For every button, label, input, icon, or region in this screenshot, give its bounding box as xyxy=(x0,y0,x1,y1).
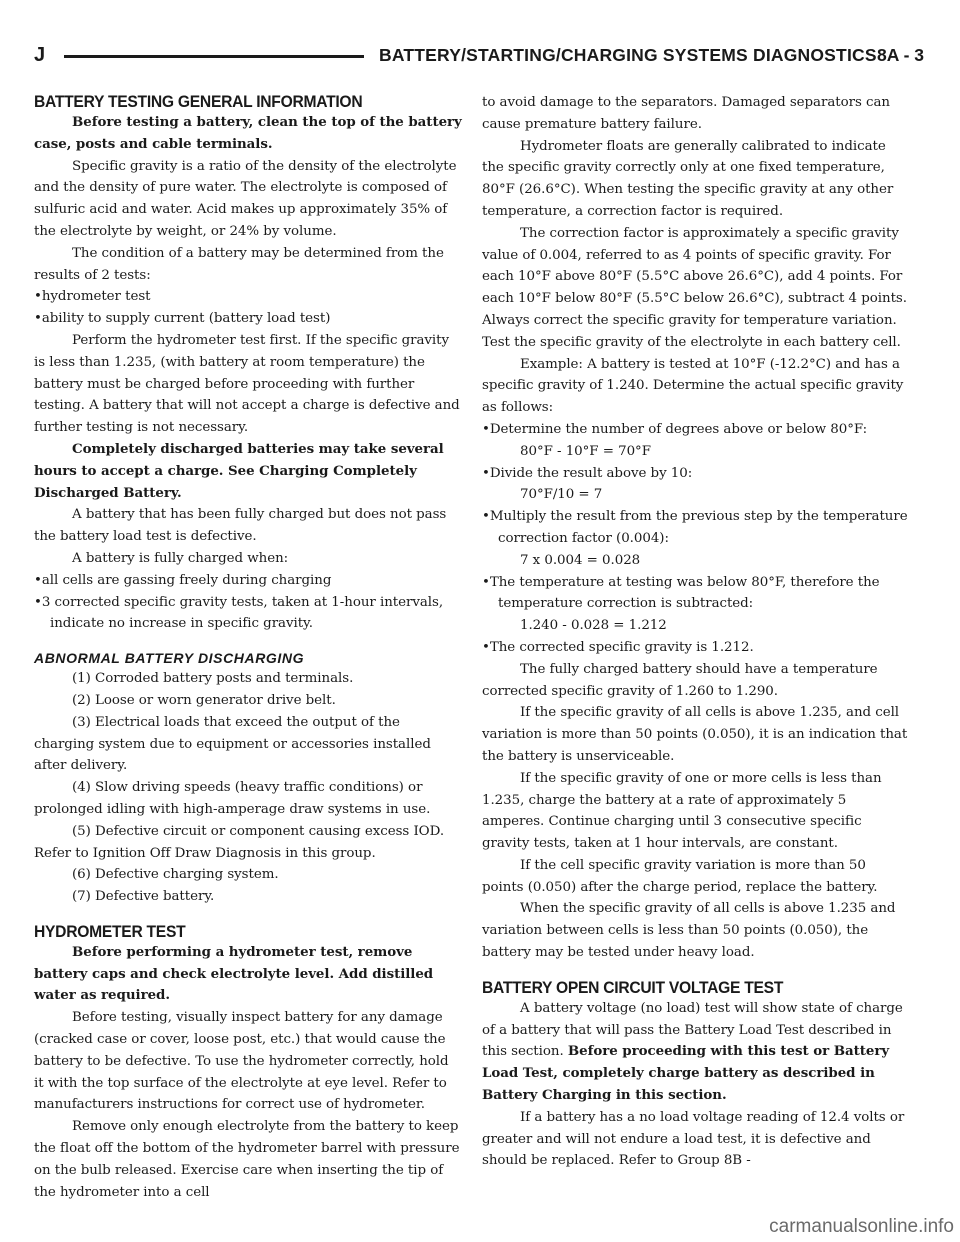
left-column xyxy=(34,92,462,1203)
list-item: (7) Defective battery. xyxy=(72,889,215,905)
bold-text: Before testing a battery, clean the top of the battery case, posts and cable terminals. xyxy=(34,114,462,152)
bullet-item: •Multiply the result from the previous step by the temperature correction factor (0.004): xyxy=(482,509,908,546)
paragraph: The fully charged battery should have a temperature corrected specific gravity of 1.260 to 1.290. xyxy=(482,661,878,699)
watermark-link[interactable]: carmanualsonline.info xyxy=(769,1216,954,1237)
bold-text: Completely discharged batteries may take several hours to accept a charge. See Charging Completely Discharged Battery. xyxy=(34,440,444,501)
section-heading-general-info: BATTERY TESTING GENERAL INFORMATION xyxy=(34,92,363,111)
list-item: (4) Slow driving speeds (heavy traffic conditions) or prolonged idling with high-amperage draw systems in use. xyxy=(34,780,431,817)
paragraph: The condition of a battery may be determined from the results of 2 tests: xyxy=(34,245,444,283)
list-item: (5) Defective circuit or component causing excess IOD. Refer to Ignition Off Draw Diagnosis in this group. xyxy=(34,823,445,861)
bullet-item: •Divide the result above by 10: xyxy=(482,465,693,481)
paragraph: Specific gravity is a ratio of the density of the electrolyte and the density of pure water. The electrolyte is composed of sulfuric acid and water. Acid makes up approximately 35% of the electrolyte by weight, or 24% by volume. xyxy=(34,158,457,239)
bullet-item: •ability to supply current (battery load test) xyxy=(34,311,331,327)
list-item: (2) Loose or worn generator drive belt. xyxy=(72,692,336,708)
equation: 70°F/10 = 7 xyxy=(520,487,603,503)
paragraph: Example: A battery is tested at 10°F (-12.2°C) and has a specific gravity of 1.240. Determine the actual specific gravity as follows: xyxy=(482,356,904,416)
paragraph: If the specific gravity of one or more cells is less than 1.235, charge the battery at a rate of approximately 5 amperes. Continue charging until 3 consecutive specific gravity tests, taken at 1 hour intervals, are constant. xyxy=(482,770,882,852)
paragraph: Perform the hydrometer test first. If the specific gravity is less than 1.235, (with battery at room temperature) the battery must be charged before proceeding with further testing. A battery that will not accept a charge is defective and further testing is not necessary. xyxy=(34,332,460,436)
section-heading-abnormal-discharging: ABNORMAL BATTERY DISCHARGING xyxy=(34,650,305,667)
page-number: 8A - 3 xyxy=(876,45,924,65)
bullet-item: •hydrometer test xyxy=(34,289,151,305)
bullet-item: •3 corrected specific gravity tests, taken at 1-hour intervals, indicate no increase in specific gravity. xyxy=(34,594,444,632)
header-letter: J xyxy=(34,44,46,66)
list-item: (6) Defective charging system. xyxy=(72,867,279,883)
right-column xyxy=(482,92,910,1172)
paragraph: A battery is fully charged when: xyxy=(72,550,289,566)
bullet-item: •all cells are gassing freely during charging xyxy=(34,572,332,588)
equation: 7 x 0.004 = 0.028 xyxy=(520,552,641,568)
header-title: BATTERY/STARTING/CHARGING SYSTEMS DIAGNOSTICS xyxy=(379,45,877,65)
page-header xyxy=(34,44,926,68)
equation: 1.240 - 0.028 = 1.212 xyxy=(520,618,667,634)
header-rule xyxy=(64,55,364,58)
paragraph: Before testing, visually inspect battery for any damage (cracked case or cover, loose post, etc.) that would cause the battery to be defective. To use the hydrometer correctly, hold it with the top surface of the electrolyte at eye level. Refer to manufacturers instructions for correct use of hydrometer. xyxy=(34,1010,449,1113)
paragraph: A battery that has been fully charged but does not pass the battery load test is defective. xyxy=(34,507,447,545)
paragraph: Remove only enough electrolyte from the battery to keep the float off the bottom of the hydrometer barrel with pressure on the bulb released. Exercise care when inserting the tip of the hydrometer into a cell xyxy=(34,1119,460,1200)
section-heading-open-circuit-voltage: BATTERY OPEN CIRCUIT VOLTAGE TEST xyxy=(482,977,784,997)
bold-text: Before performing a hydrometer test, remove battery caps and check electrolyte level. Add distilled water as required. xyxy=(34,943,434,1004)
paragraph: If the cell specific gravity variation is more than 50 points (0.050) after the charge period, replace the battery. xyxy=(482,857,878,895)
paragraph xyxy=(34,942,462,1007)
paragraph: If a battery has a no load voltage reading of 12.4 volts or greater and will not endure a load test, it is defective and should be replaced. Refer to Group 8B - xyxy=(482,1109,905,1169)
paragraph: When the specific gravity of all cells is above 1.235 and variation between cells is less than 50 points (0.050), the battery may be tested under heavy load. xyxy=(482,901,896,961)
paragraph xyxy=(34,439,462,504)
list-item: (1) Corroded battery posts and terminals. xyxy=(72,671,354,687)
plain-text: A battery voltage (no load) test will show state of charge of a battery that will pass the Battery Load Test described in this section. xyxy=(482,1000,903,1060)
bold-text: Before proceeding with this test or Battery Load Test, completely charge battery as described in Battery Charging in this section. xyxy=(482,1043,890,1104)
bullet-item: •The corrected specific gravity is 1.212. xyxy=(482,639,754,655)
paragraph: to avoid damage to the separators. Damaged separators can cause premature battery failure. xyxy=(482,95,890,132)
section-heading-hydrometer-test: HYDROMETER TEST xyxy=(34,921,186,941)
bullet-item: •The temperature at testing was below 80°F, therefore the temperature correction is subtracted: xyxy=(482,574,880,612)
bullet-item: •Determine the number of degrees above or below 80°F: xyxy=(482,421,868,437)
paragraph: The correction factor is approximately a specific gravity value of 0.004, referred to as 4 points of specific gravity. For each 10°F above 80°F (5.5°C above 26.6°C), add 4 points. For each 10°F below 80°F (5.5°C below 26.6°C), subtract 4 points. Always correct the specific gravity for temperature variation. Test the specific gravity of the electrolyte in each battery cell. xyxy=(482,225,907,350)
paragraph xyxy=(482,998,910,1107)
list-item: (3) Electrical loads that exceed the output of the charging system due to equipment or accessories installed after delivery. xyxy=(34,714,431,774)
paragraph: Hydrometer floats are generally calibrated to indicate the specific gravity correctly only at one fixed temperature, 80°F (26.6°C). When testing the specific gravity at any other temperature, a correction factor is required. xyxy=(482,138,894,219)
equation: 80°F - 10°F = 70°F xyxy=(520,443,651,459)
paragraph xyxy=(34,112,462,156)
paragraph: If the specific gravity of all cells is above 1.235, and cell variation is more than 50 points (0.050), it is an indication that the battery is unserviceable. xyxy=(482,705,908,764)
